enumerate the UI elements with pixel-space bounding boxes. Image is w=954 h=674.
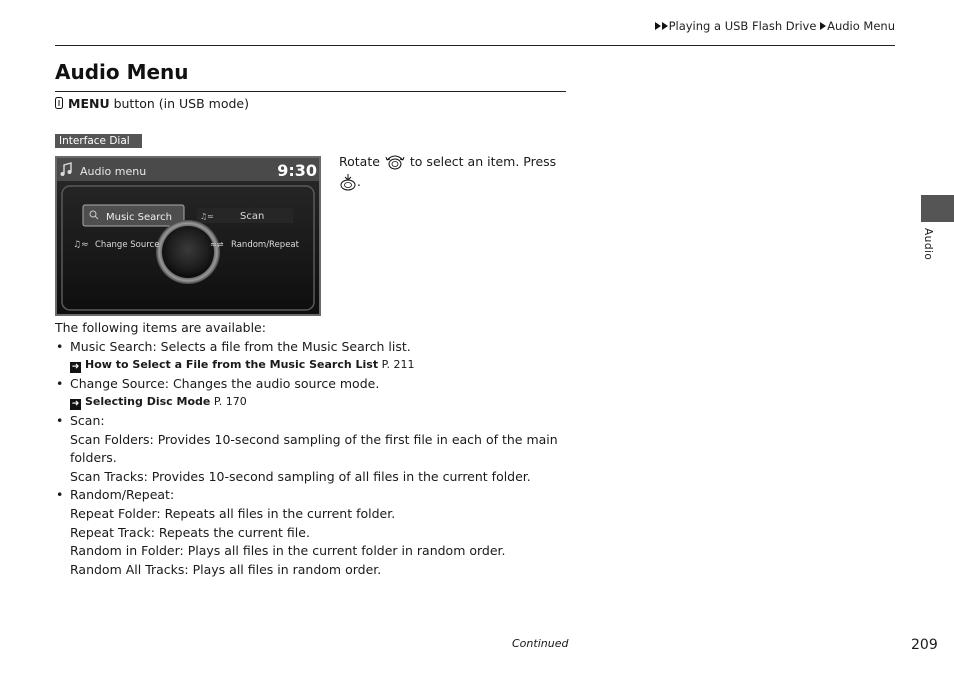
side-chapter-label: Audio — [922, 228, 934, 261]
rotate-instruction — [339, 152, 564, 192]
bullet: • — [56, 338, 64, 354]
reference-title: Selecting Disc Mode — [85, 395, 211, 409]
sub-item — [70, 542, 565, 561]
sub-item-desc: : Provides 10-second sampling of the first file in each of the main folders. — [70, 431, 558, 466]
items-list — [55, 319, 565, 579]
list-item — [55, 338, 565, 375]
sub-item-term: Repeat Track — [70, 524, 151, 540]
bullet: • — [56, 412, 64, 428]
rotate-instruction-text: . — [357, 174, 361, 189]
continued-label: Continued — [512, 637, 569, 650]
sub-item-term: Scan Tracks — [70, 468, 144, 484]
side-chapter-tab[interactable] — [921, 195, 954, 222]
screen-option-label: Scan — [240, 211, 265, 222]
scan-icon: ♫≈ — [200, 212, 214, 221]
screen-option-label: Music Search — [106, 212, 172, 223]
reference-page: P. 170 — [210, 395, 247, 409]
screen-header: Audio menu — [80, 165, 147, 178]
bullet: • — [56, 487, 64, 503]
menu-button-name: MENU — [68, 96, 110, 111]
item-desc: : Changes the audio source mode. — [164, 375, 380, 391]
page-number: 209 — [911, 637, 938, 653]
reference-arrow-icon: ➜ — [71, 399, 80, 410]
breadcrumb-arrow-icon — [655, 19, 669, 33]
cross-reference[interactable] — [70, 356, 565, 375]
item-term: Scan — [70, 412, 101, 428]
breadcrumb — [655, 19, 895, 33]
breadcrumb-item[interactable]: Audio Menu — [827, 19, 895, 33]
item-term: Change Source — [70, 375, 165, 391]
audio-menu-screen — [55, 156, 321, 316]
rotate-dial-icon — [384, 153, 406, 171]
screen-option-random-repeat[interactable]: Random/Repeat — [231, 240, 299, 250]
random-repeat-icon: ≈⇌ — [210, 240, 224, 249]
sub-item-desc: : Provides 10-second sampling of all files in the current folder. — [143, 468, 531, 484]
sub-item-desc: : Plays all files in random order. — [184, 561, 382, 577]
press-dial-icon — [339, 173, 357, 191]
list-item — [55, 486, 565, 579]
sub-item-term: Random All Tracks — [70, 561, 185, 577]
reference-arrow-icon: ➜ — [71, 362, 80, 373]
screen-clock: 9:30 — [277, 161, 317, 180]
sub-item — [70, 468, 565, 487]
menu-instruction-text: button (in USB mode) — [109, 96, 249, 111]
list-item — [55, 375, 565, 412]
change-source-icon: ♫≈ — [73, 240, 89, 250]
sub-item — [70, 505, 565, 524]
intro-text: The following items are available: — [55, 320, 266, 335]
sub-item-desc: : Repeats the current file. — [150, 524, 310, 540]
menu-instruction — [55, 96, 249, 111]
breadcrumb-item[interactable]: Playing a USB Flash Drive — [668, 19, 817, 33]
page-title: Audio Menu — [55, 60, 189, 84]
bullet: • — [56, 375, 64, 391]
item-colon: : — [169, 487, 175, 503]
screen-option-change-source[interactable]: Change Source — [95, 240, 160, 250]
item-term: Music Search — [70, 338, 153, 354]
reference-title: How to Select a File from the Music Search List — [85, 358, 379, 372]
button-press-icon — [55, 97, 63, 109]
list-item — [55, 412, 565, 486]
interface-dial-tag: Interface Dial — [55, 134, 142, 148]
item-desc: : Selects a file from the Music Search list. — [152, 338, 411, 354]
item-term: Random/Repeat — [70, 487, 170, 503]
sub-item-desc: : Repeats all files in the current folder. — [156, 505, 396, 521]
sub-item-desc: : Plays all files in the current folder in random order. — [179, 543, 506, 559]
sub-item-term: Scan Folders — [70, 431, 150, 447]
rotate-instruction-text: Rotate — [339, 154, 380, 169]
sub-item — [70, 524, 565, 543]
sub-item — [70, 561, 565, 580]
item-colon: : — [100, 412, 105, 428]
sub-item-term: Repeat Folder — [70, 505, 157, 521]
title-divider — [55, 91, 566, 92]
header-divider — [55, 45, 895, 46]
reference-page: P. 211 — [378, 358, 415, 372]
rotate-instruction-text: to select an item. Press — [409, 154, 557, 169]
cross-reference[interactable] — [70, 393, 565, 412]
sub-item — [70, 431, 565, 468]
sub-item-term: Random in Folder — [70, 543, 180, 559]
